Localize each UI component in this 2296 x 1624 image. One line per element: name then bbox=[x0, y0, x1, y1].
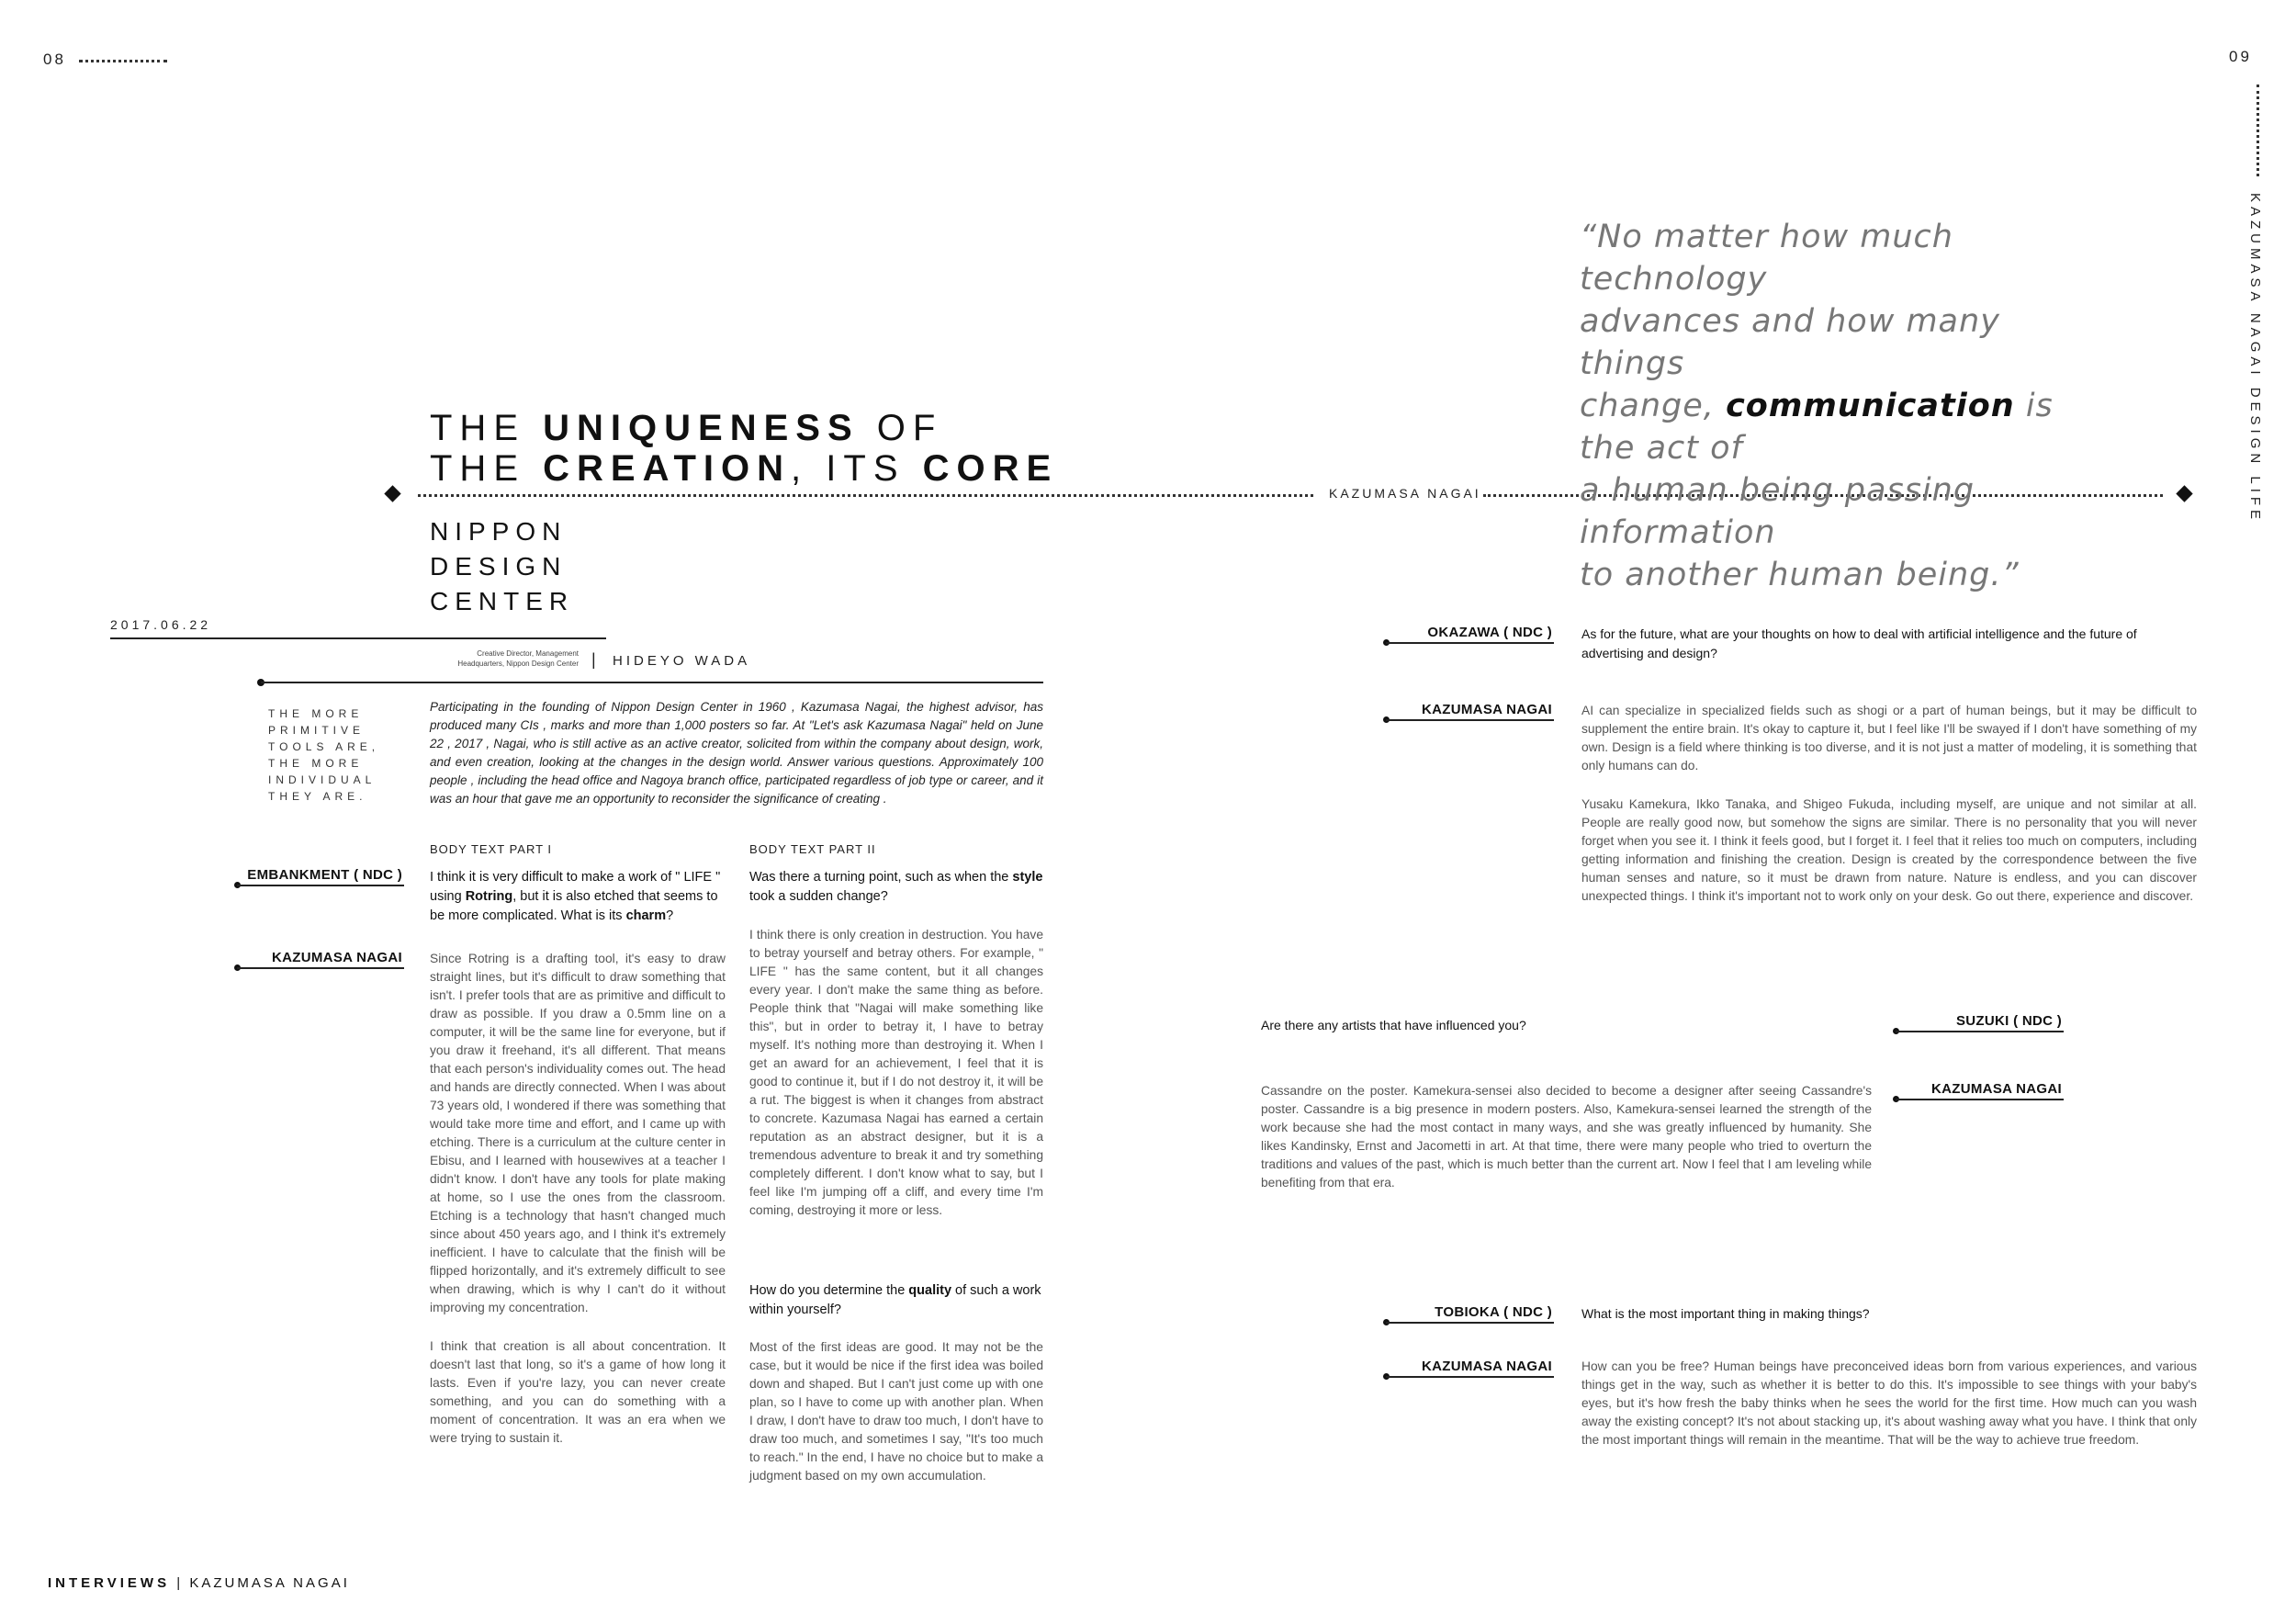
speaker-okazawa: OKAZAWA ( NDC ) bbox=[1427, 625, 1552, 640]
page-number-dots bbox=[79, 60, 167, 62]
intro-rule bbox=[261, 682, 1043, 683]
divider-label: KAZUMASA NAGAI bbox=[1329, 486, 1481, 501]
speaker-underline bbox=[237, 967, 404, 969]
answer-artists: Cassandre on the poster. Kamekura-sensei also decided to become a designer after seeing Cassandre's poster. Cassandre is a big presence in modern posters. Also, Kamekura-sensei learned the strength of the work because she had the most contact in many ways, and she was greatly influenced by humanity. She likes Kandinsky, Ernst and Jacometti in art. At that time, there were many people who tried to overturn the traditions and values of the past, which is much better than the current art. Now I feel that I am leveling while benefiting from that era. bbox=[1261, 1084, 1872, 1190]
right-page-number: 09 bbox=[2229, 48, 2252, 65]
speaker-nagai-3: KAZUMASA NAGAI bbox=[1931, 1081, 2062, 1097]
speaker-underline bbox=[1386, 642, 1554, 644]
footer: INTERVIEWS | KAZUMASA NAGAI bbox=[48, 1575, 350, 1591]
speaker-suzuki: SUZUKI ( NDC ) bbox=[1955, 1013, 2062, 1029]
speaker-nagai-4: KAZUMASA NAGAI bbox=[1422, 1359, 1552, 1374]
col2-body-1: I think there is only creation in destruction. You have to betray yourself and betray others. For example, " LIFE " has the same content, but it all changes every year. I don't make the same thing as before. People think that "Nagai will make something like this", but in order to betray it, I have to betray myself. It's nothing more than destroying it. When I get an award for an achievement, I feel that it is good to continue it, but if I do not destroy it, it will be a rut. The biggest is when it changes from abstract to concrete. Kazumasa Nagai has earned a certain reputation as an abstract designer, but it is a tremendous adventure to break it and try something completely different. I don't know what to say, but I feel like I'm jumping off a cliff, and every time I'm coming, destroying it more or less. bbox=[749, 928, 1043, 1217]
speaker-nagai-2: KAZUMASA NAGAI bbox=[1422, 702, 1552, 717]
speaker-underline bbox=[237, 885, 404, 886]
divider-diamond-right bbox=[2176, 485, 2192, 502]
answer-making: How can you be free? Human beings have preconceived ideas born from various experiences, and various things get in the way, such as whether it is better to do this. It's impossible to see things with your baby's eyes, but it's how fresh the baby thinks when he sees the world for the first time. How much can you wash away the existing concept? It's not about stacking up, it's about washing away what you have. I think that only the most important things will remain in the meantime. That will be the way to achieve true freedom. bbox=[1581, 1359, 2197, 1447]
left-page-number: 08 bbox=[43, 51, 66, 68]
col1-question: I think it is very difficult to make a work of " LIFE " using Rotring, but it is also etched that seems to be more complicated. What is its charm? bbox=[430, 870, 721, 923]
speaker-underline bbox=[1386, 1322, 1554, 1324]
date-rule bbox=[110, 637, 606, 639]
byline-name: HIDEYO WADA bbox=[613, 653, 751, 669]
pullquote: THE MORE PRIMITIVE TOOLS ARE, THE MORE INDIVIDUAL THEY ARE. bbox=[268, 707, 380, 803]
question-ai: As for the future, what are your thoughts on how to deal with artificial intelligence and the future of advertising and design? bbox=[1581, 626, 2137, 660]
speaker-underline bbox=[1896, 1099, 2064, 1100]
col2-heading: BODY TEXT PART II bbox=[749, 842, 876, 856]
speaker-nagai-1: KAZUMASA NAGAI bbox=[272, 950, 402, 965]
right-page-dots bbox=[2257, 85, 2259, 176]
organization-name: NIPPON DESIGN CENTER bbox=[430, 517, 575, 615]
answer-ai: AI can specialize in specialized fields such as shogi or a part of human beings, but it may be difficult to supplement the entire brain. It's okay to capture it, but I feel like I'll be swayed if I don't have something of my own. Design is a field where thinking is too diverse, and it is not just a matter of modeling, it is something that only humans can do. Yusaku Kamekura, Ikko Tanaka, and Shigeo Fukuda, including myself, are unique and not similar at all. People are really good now, but somehow the signs are similar. There is no personality that you will never forget when you see it. I think it feels good, but I forget it. I feel that it relies too much on computers, including getting information and finishing the creation. Design is created by the correspondence between the five human senses and nature, so it must be drawn from nature. Nature is endless, and you can discover unexpected things. I think it's important not to work only on your desk. Go out there, experience and discover. bbox=[1581, 704, 2197, 903]
question-making: What is the most important thing in making things? bbox=[1581, 1306, 1870, 1321]
speaker-underline bbox=[1896, 1031, 2064, 1032]
feature-quote: “No matter how much technology advances and how many things change, communication is the act of a human being passing information to another human being.” bbox=[1580, 219, 2054, 593]
col1-body: Since Rotring is a drafting tool, it's easy to draw straight lines, but it's difficult to draw something that isn't. I prefer tools that are as primitive and difficult to draw as possible. If you draw a 0.5mm line on a computer, it will be the same line for everyone, but if you draw it freehand, it's all different. That means that each person's individuality comes out. The head and hands are directly connected. When I was about 73 years old, I wondered if there was something that would take more time and effort, and I came up with etching. There is a curriculum at the culture center in Ebisu, and I learned with housewives at a teacher I didn't know. I don't have any tools for plate making at home, so I use the ones from the classroom. Etching is a technology that hasn't changed much since about 450 years ago, and I think it's extremely inefficient. I have to calculate that the finish will be flipped horizontally, and it's extremely difficult to see when drawing, which is why I can't do it without improving my concentration. I think that creation is all about concentration. It doesn't last that long, so it's a game of how long it lasts. Even if you're lazy, you can never create something, and you can do something with a moment of concentration. It was an era when we were trying to sustain it. bbox=[430, 952, 726, 1445]
speaker-underline bbox=[1386, 719, 1554, 721]
divider-diamond-left bbox=[384, 485, 400, 502]
byline-separator: | bbox=[591, 650, 596, 669]
col2-question-1: Was there a turning point, such as when the style took a sudden change? bbox=[749, 870, 1043, 904]
side-title: KAZUMASA NAGAI DESIGN LIFE bbox=[2247, 193, 2263, 524]
speaker-embankment: EMBANKMENT ( NDC ) bbox=[247, 867, 402, 883]
byline-role: Creative Director, Management Headquarters, Nippon Design Center bbox=[457, 649, 579, 668]
article-title: THE UNIQUENESS OF THE CREATION, ITS CORE bbox=[430, 408, 1059, 489]
question-artists: Are there any artists that have influenced you? bbox=[1261, 1018, 1526, 1032]
col2-body-2: Most of the first ideas are good. It may not be the case, but it would be nice if the first idea was boiled down and shaped. But I can't just come up with one plan, so I have to come up with another plan. When I draw, I don't have to draw too much, I don't have to draw too much, and sometimes I say, "It's too much to reach." In the end, I have no choice but to make a judgment based on my own accumulation. bbox=[749, 1340, 1043, 1483]
col1-heading: BODY TEXT PART I bbox=[430, 842, 553, 856]
intro-paragraph: Participating in the founding of Nippon Design Center in 1960 , Kazumasa Nagai, the highest advisor, has produced many CIs , marks and more than 1,000 posters so far. At "Let's ask Kazumasa Nagai" held on June 22 , 2017 , Nagai, who is still active as an active creator, solicited from within the company about design, work, and even creation, looking at the changes in the design world. Answer various questions. Approximately 100 people , including the head office and Nagoya branch office, participated regardless of job type or career, and it was an hour that gave me an opportunity to reconsider the significance of creating . bbox=[430, 700, 1043, 806]
speaker-tobioka: TOBIOKA ( NDC ) bbox=[1435, 1304, 1552, 1320]
article-date: 2017.06.22 bbox=[110, 617, 212, 632]
speaker-underline bbox=[1386, 1376, 1554, 1378]
divider-dots-left bbox=[418, 494, 1313, 497]
col2-question-2: How do you determine the quality of such a work within yourself? bbox=[749, 1283, 1041, 1317]
